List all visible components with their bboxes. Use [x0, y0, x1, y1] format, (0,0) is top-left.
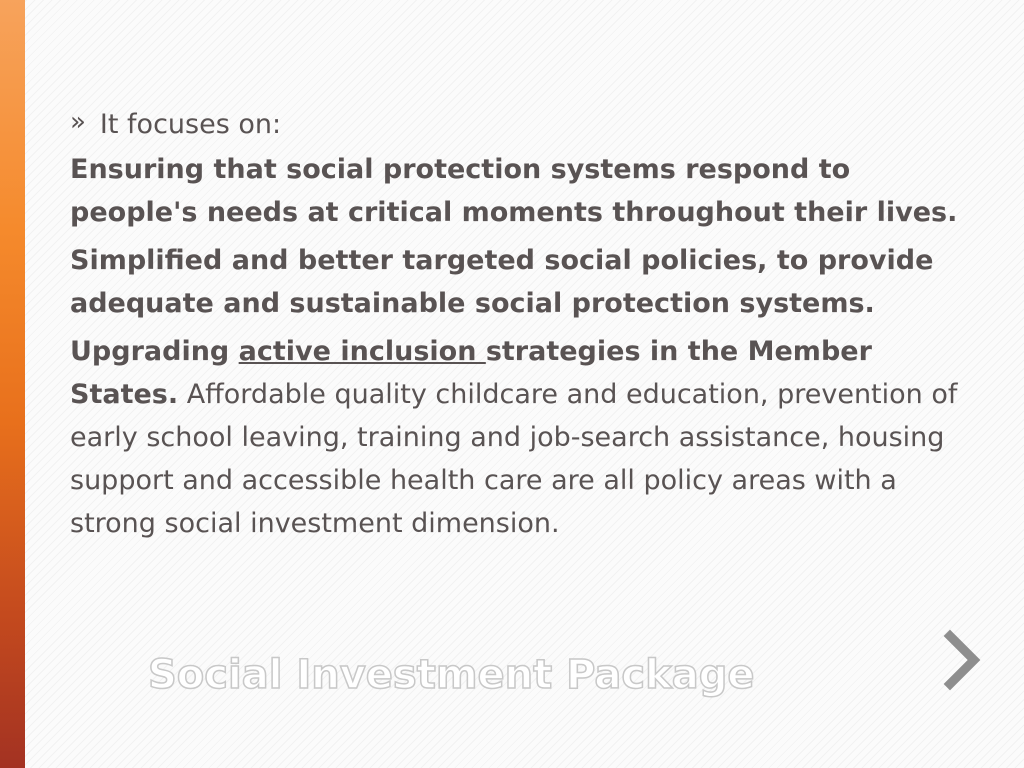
- point-active-inclusion: [70, 330, 970, 545]
- intro-text: It focuses on:: [99, 109, 282, 140]
- slide-content: [70, 104, 970, 550]
- point-targeted-policies: [70, 239, 970, 325]
- point-active-inclusion-detail: Affordable quality childcare and education, prevention of early school leaving, training and job-search assistance, housing support and accessible health care are all policy areas with a strong social investment dimension.: [70, 379, 958, 539]
- point-active-inclusion-bold: strategies in the Member States.: [70, 336, 872, 410]
- point-protection-systems: [70, 148, 970, 234]
- point-targeted-policies-text: Simplified and better targeted social policies, to provide adequate and sustainable social protection systems.: [70, 245, 934, 319]
- intro-line: [70, 104, 970, 146]
- point-active-inclusion-lead: Upgrading: [70, 336, 239, 367]
- bullet-glyph: »: [70, 107, 86, 137]
- slide-footer-title: Social Investment Package: [148, 652, 755, 698]
- chevron-right-icon[interactable]: [940, 628, 984, 692]
- active-inclusion-link[interactable]: active inclusion: [238, 336, 486, 367]
- point-protection-systems-text: Ensuring that social protection systems respond to people's needs at critical moments throughout their lives.: [70, 154, 958, 228]
- accent-side-bar: [0, 0, 25, 768]
